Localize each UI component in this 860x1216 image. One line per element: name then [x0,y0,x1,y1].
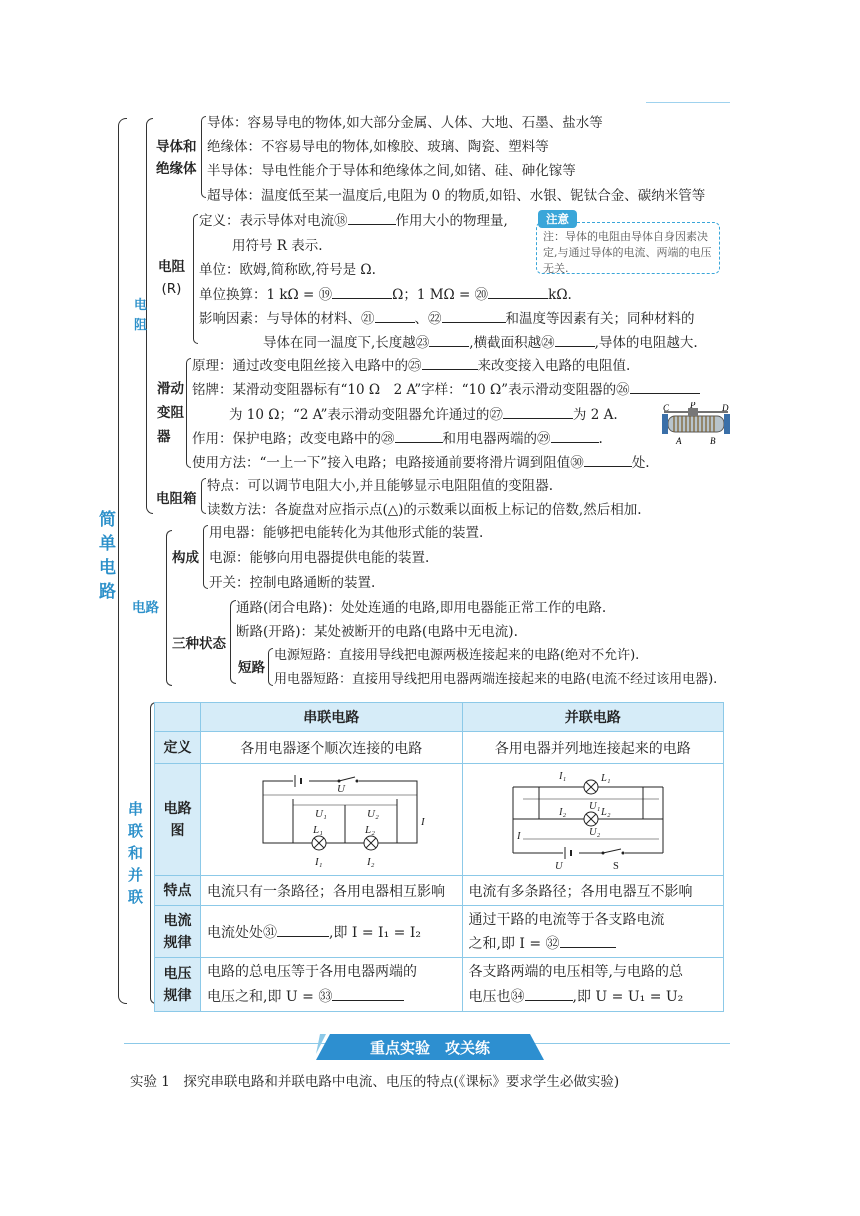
p-label-s: S [612,860,619,872]
short-device: 用电器短路：直接用导线把用电器两端连接起来的电路(电流不经过该用电器). [274,672,718,687]
top-rule [646,102,730,103]
label-i2: I₂ [367,855,375,868]
rheostat-function: 作用：保护电路；改变电路中的㉘ 和用电器两端的㉙ . [192,431,603,447]
influencing-factors-cont: 导体在同一温度下,长度越㉓ ,横截面积越㉔ ,导体的电阻越大. [263,335,698,351]
resistance-section-label: 电 阻 [134,298,148,333]
closed-circuit: 通路(闭合电路)：处处连通的电路,即用电器能正常工作的电路. [236,600,607,616]
p-label-u: U [554,860,563,872]
label-u2: U₂ [367,807,379,820]
terminal-p: P [690,402,696,410]
label-u: U [337,782,345,795]
composition-label: 构成 [172,550,199,566]
series-current-rule: 电流处处㉛ ,即 I = I₁ = I₂ [201,906,463,958]
series-feature: 电流只有一条路径；各用电器相互影响 [201,876,463,906]
row-label-current: 电流规律 [155,906,201,958]
resistance-brace [193,214,198,344]
short-label: 短路 [238,660,265,676]
p-label-i2: I₂ [558,806,566,818]
conductor-brace [201,116,206,198]
resistance-box-label: 电阻箱 [156,491,197,507]
short-brace [268,648,273,686]
note-tag: 注意 [538,210,577,228]
conductor-label: 导体和 绝缘体 [156,139,197,177]
comparison-table [154,702,724,1012]
row-label-feature: 特点 [155,876,201,906]
terminal-a: A [676,436,682,446]
terminal-c: C [663,403,670,413]
resistance-symbol: 用符号 R 表示. [232,238,323,254]
parallel-feature: 电流有多条路径；各用电器互不影响 [462,876,724,906]
rheostat-nameplate: 铭牌：某滑动变阻器标有“10 Ω 2 A”字样：“10 Ω”表示滑动变阻器的㉖ [192,378,700,398]
note-box: 注：导体的电阻由导体自身因素决定,与通过导体的电流、两端的电压无关. [536,222,720,274]
resistance-unit: 单位：欧姆,简称欧,符号是 Ω. [199,262,376,278]
composition-brace [203,525,208,589]
terminal-d: D [722,403,729,413]
series-diagram-cell [201,764,463,876]
p-label-i: I [516,830,520,842]
label-l1: L₁ [313,823,323,836]
parallel-voltage-rule: 各支路两端的电压相等,与电路的总 电压也㉞ ,即 U = U₁ = U₂ [462,958,724,1012]
p-label-u2: U₂ [588,826,600,838]
unit-conversion: 单位换算：1 kΩ = ⑲ Ω；1 MΩ = ⑳ kΩ. [199,287,572,303]
p-label-u1: U₁ [588,800,600,812]
composition-switch: 开关：控制电路通断的装置. [209,575,376,591]
series-definition: 各用电器逐个顺次连接的电路 [201,732,463,764]
parallel-diagram-cell [462,764,724,876]
circuit-section-label: 电路 [132,600,159,616]
header-parallel: 并联电路 [462,703,724,732]
insulator-item: 绝缘体：不容易导电的物体,如橡胶、玻璃、陶瓷、塑料等 [207,139,549,155]
composition-power: 电源：能够向用电器提供电能的装置. [209,550,430,566]
rheostat-nameplate-cont: 为 10 Ω；“2 A”表示滑动变阻器允许通过的㉗ 为 2 A. [229,407,618,423]
states-label: 三种状态 [172,636,226,652]
series-voltage-rule: 电路的总电压等于各用电器两端的 电压之和,即 U = ㉝ [201,958,463,1012]
row-label-voltage: 电压规律 [155,958,201,1012]
row-label-definition: 定义 [155,732,201,764]
table-corner [155,703,201,732]
p-label-l1: L₁ [600,772,610,784]
rheostat-brace [186,358,191,468]
resistance-box-brace [201,478,206,514]
resistance-box-feature: 特点：可以调节电阻大小,并且能够显示电阻阻值的变阻器. [207,478,554,494]
influencing-factors: 影响因素：与导体的材料、㉑ 、㉒ 和温度等因素有关；同种材料的 [199,311,695,327]
experiment-title: 实验 1 探究串联电路和并联电路中电流、电压的特点(《课标》要求学生必做实验) [130,1074,620,1090]
p-label-l2: L₂ [600,806,610,818]
composition-device: 用电器：能够把电能转化为其他形式能的装置. [209,525,484,541]
label-i: I [421,815,425,828]
short-power: 电源短路：直接用导线把电源两极连接起来的电路(绝对不允许). [274,648,640,663]
conductor-item: 导体：容易导电的物体,如大部分金属、人体、大地、石墨、盐水等 [207,115,603,131]
label-i1: I₁ [315,855,323,868]
parallel-circuit-diagram [463,765,723,875]
rheostat-principle: 原理：通过改变电阻丝接入电路中的㉕ 来改变接入电路的电阻值. [192,358,631,374]
parallel-definition: 各用电器并列地连接起来的电路 [462,732,724,764]
p-label-i1: I₁ [558,770,566,782]
banner-title: 重点实验 攻关练 [369,1039,490,1057]
rheostat-usage: 使用方法：“一上一下”接入电路；电路接通前要将滑片调到阻值㉚ 处. [192,455,650,471]
resistance-box-reading: 读数方法：各旋盘对应指示点(△)的示数乘以面板上标记的倍数,然后相加. [207,502,642,518]
resistance-label: 电阻 (R) [158,259,185,297]
label-u1: U₁ [315,807,327,820]
series-circuit-diagram [201,765,461,875]
rheostat-image [660,402,732,446]
series-parallel-label: 串 联 和 并 联 [128,800,144,906]
outer-brace [118,118,127,1004]
terminal-b: B [710,436,716,446]
resistance-definition: 定义：表示导体对电流⑱ 作用大小的物理量, [199,213,508,229]
row-label-diagram: 电路图 [155,764,201,876]
rheostat-label: 滑动 变阻 器 [157,381,184,445]
semiconductor-item: 半导体：导电性能介于导体和绝缘体之间,如锗、硅、砷化镓等 [207,163,576,179]
header-series: 串联电路 [201,703,463,732]
open-circuit: 断路(开路)：某处被断开的电路(电路中无电流). [236,624,518,640]
superconductor-item: 超导体：温度低至某一温度后,电阻为 0 的物质,如铅、水银、铌钛合金、碳纳米管等 [207,188,706,204]
parallel-current-rule: 通过干路的电流等于各支路电流 之和,即 I = ㉜ [462,906,724,958]
left-title: 简 单 电 路 [99,510,116,602]
label-l2: L₂ [365,823,375,836]
